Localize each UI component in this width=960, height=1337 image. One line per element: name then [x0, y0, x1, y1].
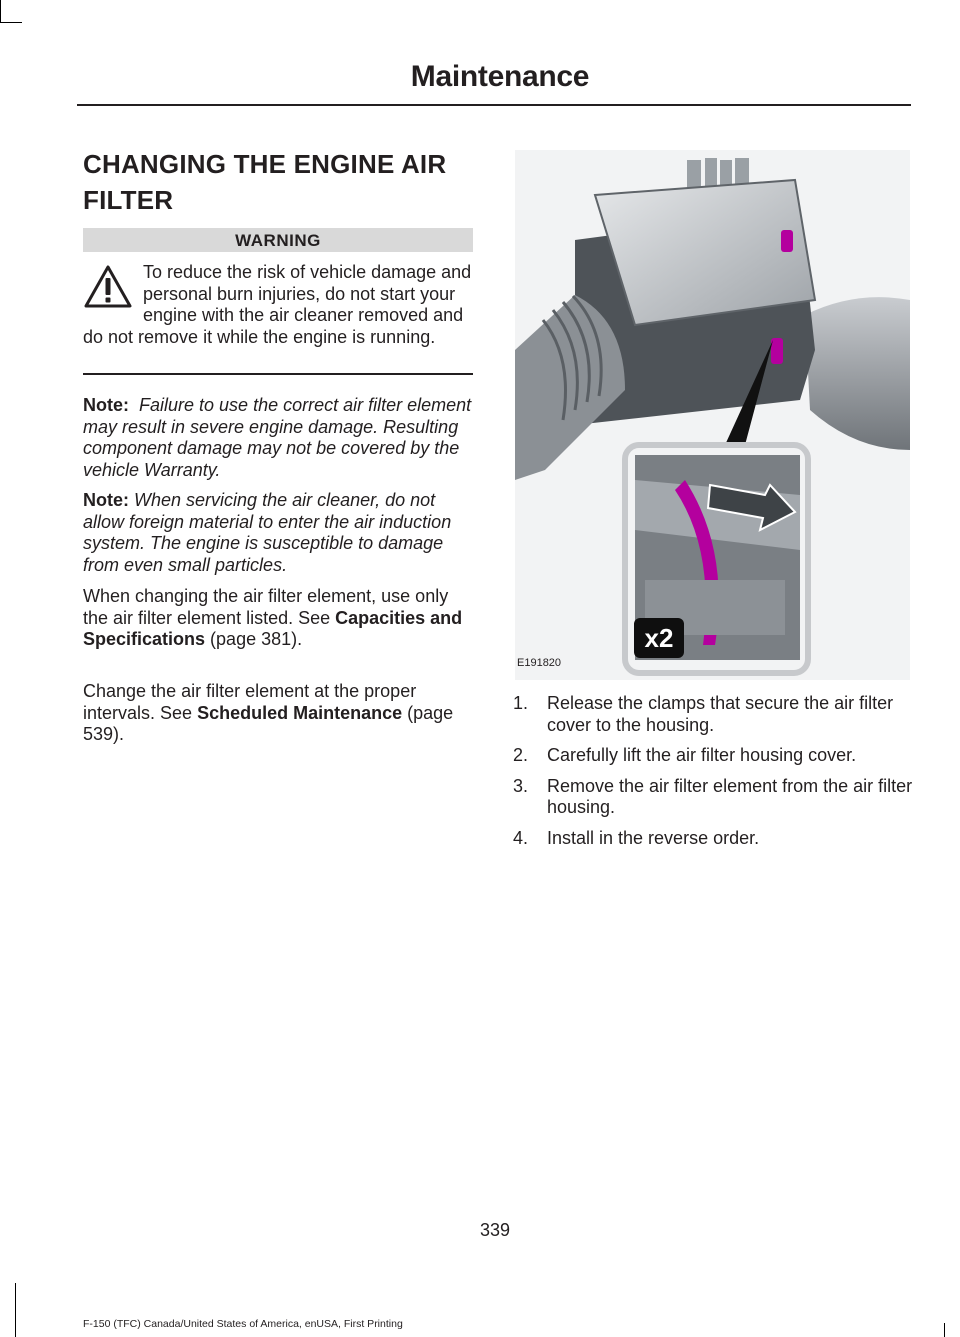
step-text: Remove the air filter element from the air filter housing.	[547, 775, 913, 817]
step-number: 1.	[513, 693, 529, 713]
paragraph-filter-element	[83, 586, 473, 651]
step-text: Carefully lift the air filter housing cover.	[547, 745, 857, 765]
air-filter-illustration	[515, 150, 910, 680]
crop-mark	[0, 0, 1, 22]
note-text: When servicing the air cleaner, do not allow foreign material to enter the air induction system. The engine is susceptible to damage from even small particles.	[83, 490, 452, 575]
paragraph-intervals	[83, 681, 473, 746]
link-scheduled-maintenance[interactable]: Scheduled Maintenance	[197, 702, 403, 723]
para-text: (page 539).	[83, 702, 454, 744]
note-1	[83, 395, 473, 481]
para-text: Change the air filter element at the proper intervals. See	[83, 681, 417, 723]
link-capacities-specifications[interactable]: Capacities and Specifications	[83, 607, 463, 649]
note-text: Failure to use the correct air filter element may result in severe engine damage. Resulting component damage may not be covered by the vehicle Warranty.	[83, 395, 472, 480]
warning-triangle-icon	[83, 264, 133, 310]
warning-label: WARNING	[83, 228, 473, 252]
warning-rule	[83, 373, 473, 375]
list-item	[513, 745, 913, 767]
crop-mark	[944, 1323, 945, 1337]
page-header-title: Maintenance	[410, 60, 590, 93]
section-heading-line2: FILTER	[83, 185, 174, 215]
multiplier-badge: x2	[634, 618, 684, 658]
figure-id: E191820	[517, 657, 562, 669]
page-number: 339	[479, 1220, 511, 1240]
list-item	[513, 693, 913, 736]
para-text: When changing the air filter element, use only the air filter element listed. See	[83, 586, 449, 628]
note-label: Note:	[83, 395, 129, 415]
clamp-upper	[781, 230, 793, 252]
steps-list	[513, 693, 913, 858]
step-text: Release the clamps that secure the air filter cover to the housing.	[547, 693, 894, 735]
para-text: (page 381).	[205, 629, 303, 649]
section-heading	[83, 146, 473, 218]
clamp-lower	[771, 338, 783, 364]
warning-box	[83, 262, 473, 348]
step-number: 3.	[513, 775, 529, 796]
crop-mark	[0, 22, 22, 23]
list-item	[513, 828, 913, 850]
warning-text: To reduce the risk of vehicle damage and personal burn injuries, do not start your engine with the air cleaner removed and do not remove it while the engine is running.	[83, 262, 472, 347]
header-rule	[77, 104, 911, 106]
step-text: Install in the reverse order.	[547, 827, 760, 848]
step-number: 4.	[513, 827, 529, 848]
step-number: 2.	[513, 745, 529, 765]
section-heading-line1: CHANGING THE ENGINE AIR	[83, 149, 447, 179]
crop-mark	[15, 1283, 16, 1337]
note-label: Note:	[83, 490, 129, 510]
note-2	[83, 490, 473, 576]
filter-cover	[595, 180, 815, 325]
list-item	[513, 776, 913, 819]
footer-text: F-150 (TFC) Canada/United States of America, enUSA, First Printing	[83, 1318, 403, 1330]
